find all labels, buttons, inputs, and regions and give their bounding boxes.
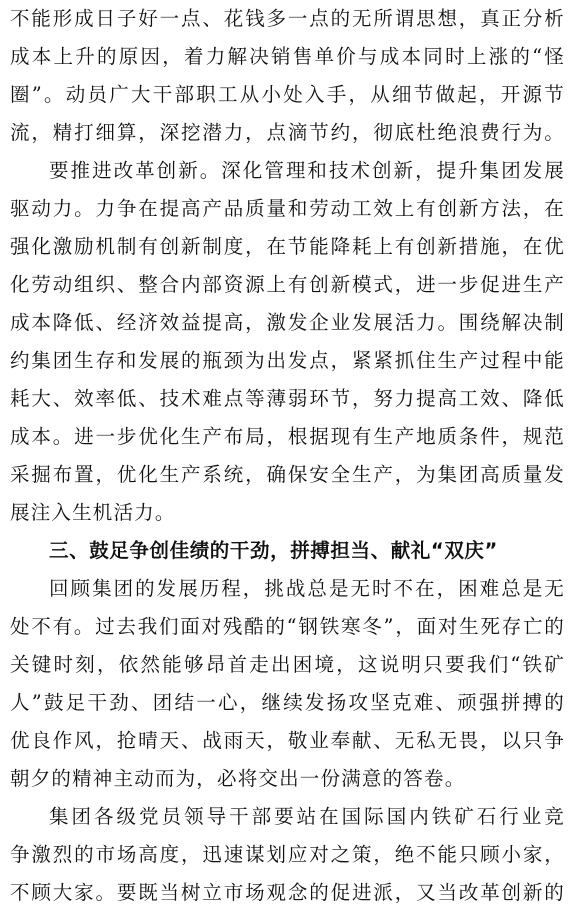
body-text-line: 优良作风，抢晴天、战雨天，敬业奉献、无私无畏，以只争 bbox=[10, 729, 565, 752]
body-text-line: 流，精打细算，深挖潜力，点滴节约，彻底杜绝浪费行为。 bbox=[10, 121, 565, 144]
body-text-line: 成本。进一步优化生产布局，根据现有生产地质条件，规范 bbox=[10, 425, 565, 448]
body-text-line: 不顾大家。要既当树立市场观念的促进派，又当改革创新的 bbox=[10, 881, 565, 904]
body-text-line: 驱动力。力争在提高产品质量和劳动工效上有创新方法，在 bbox=[10, 197, 565, 220]
body-text-line: 采掘布置，优化生产系统，确保安全生产，为集团高质量发 bbox=[10, 463, 565, 486]
body-text-line: 人”鼓足干劲、团结一心，继续发扬攻坚克难、顽强拼搏的 bbox=[10, 691, 565, 714]
body-text-line: 化劳动组织、整合内部资源上有创新模式，进一步促进生产 bbox=[10, 273, 565, 296]
body-text-line: 约集团生存和发展的瓶颈为出发点，紧紧抓住生产过程中能 bbox=[10, 349, 565, 372]
body-text-line: 圈”。动员广大干部职工从小处入手，从细节做起，开源节 bbox=[10, 83, 565, 106]
body-text-line: 强化激励机制有创新制度，在节能降耗上有创新措施，在优 bbox=[10, 235, 565, 258]
body-text-line: 不能形成日子好一点、花钱多一点的无所谓思想，真正分析 bbox=[10, 7, 565, 30]
body-text-line: 成本上升的原因，着力解决销售单价与成本同时上涨的“怪 bbox=[10, 45, 565, 68]
body-text-line: 成本降低、经济效益提高，激发企业发展活力。围绕解决制 bbox=[10, 311, 565, 334]
paragraph-first-line: 要推进改革创新。深化管理和技术创新，提升集团发展 bbox=[49, 159, 565, 182]
paragraph-first-line: 集团各级党员领导干部要站在国际国内铁矿石行业竞 bbox=[49, 805, 565, 828]
body-text-line: 展注入生机活力。 bbox=[10, 501, 176, 524]
section-heading: 三、鼓足争创佳绩的干劲，拼搏担当、献礼“双庆” bbox=[49, 539, 498, 562]
body-text-line: 耗大、效率低、技术难点等薄弱环节，努力提高工效、降低 bbox=[10, 387, 565, 410]
body-text-line: 朝夕的精神主动而为，必将交出一份满意的答卷。 bbox=[10, 767, 466, 790]
body-text-line: 争激烈的市场高度，迅速谋划应对之策，绝不能只顾小家， bbox=[10, 843, 565, 866]
paragraph-first-line: 回顾集团的发展历程，挑战总是无时不在，困难总是无 bbox=[49, 577, 565, 600]
body-text-line: 处不有。过去我们面对残酷的“钢铁寒冬”，面对生死存亡的 bbox=[10, 615, 565, 638]
body-text-line: 关键时刻，依然能够昂首走出困境，这说明只要我们“铁矿 bbox=[10, 653, 565, 676]
